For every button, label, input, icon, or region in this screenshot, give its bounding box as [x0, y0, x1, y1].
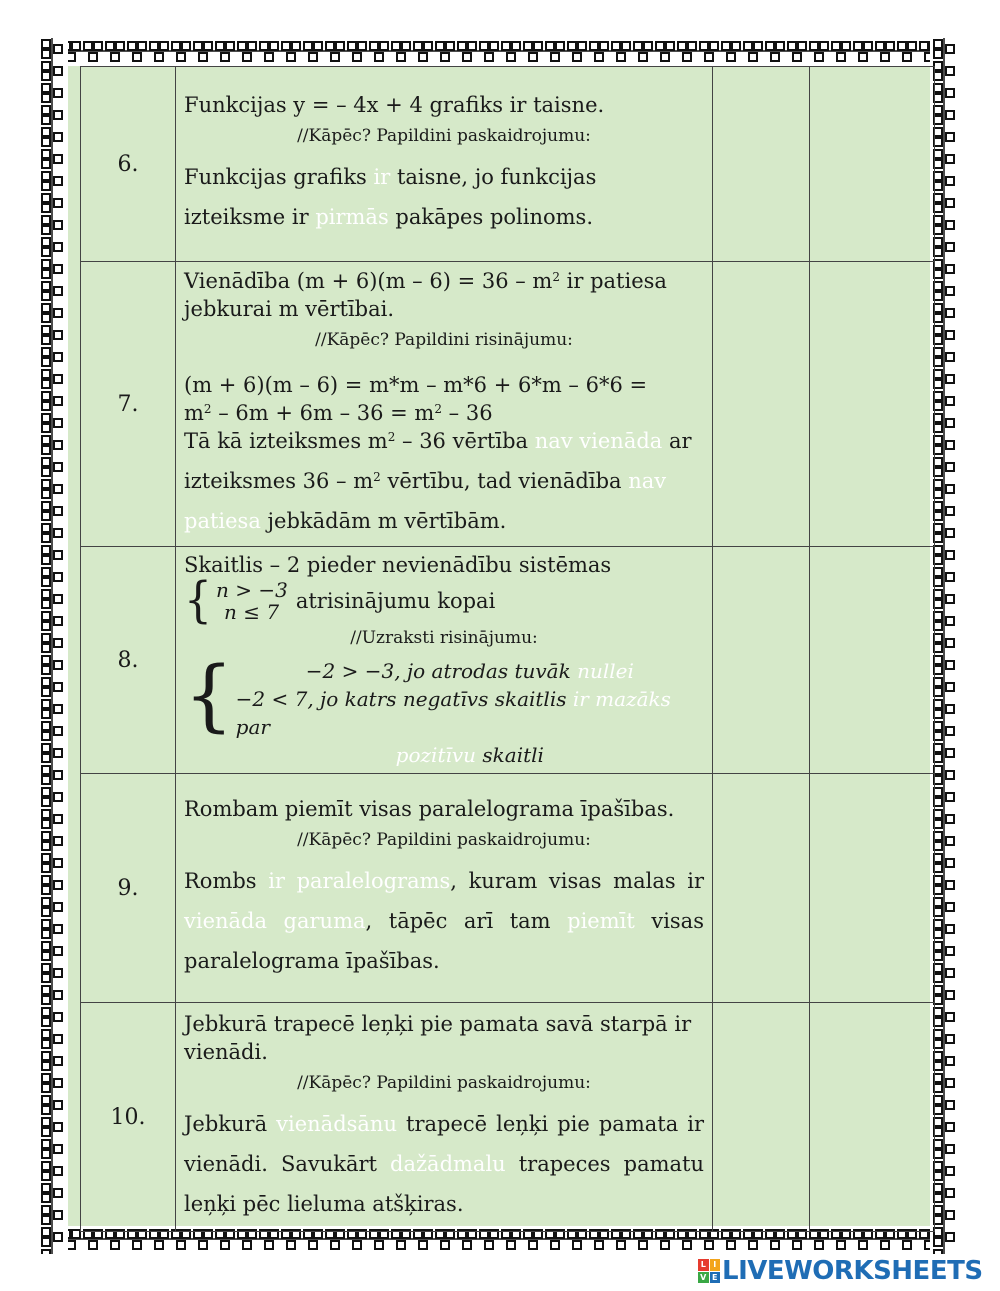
answer-text: trapeces pamatu leņķi pēc lieluma atšķiras.	[184, 1152, 704, 1216]
table-row	[81, 774, 935, 1003]
answer-blank[interactable]: ir	[373, 165, 391, 189]
logo-letter: V	[698, 1272, 709, 1284]
answer-blank[interactable]: vienāda garuma	[184, 909, 366, 933]
answer-blank[interactable]: ir mazāks	[572, 687, 671, 711]
brace-symbol: {	[184, 572, 212, 629]
solution-line	[236, 685, 704, 741]
system-line: n ≤ 7	[224, 600, 280, 624]
solution-lines	[236, 657, 704, 769]
decorative-border-top	[38, 38, 960, 66]
task-statement: Rombam piemīt visas paralelograma īpašības.	[184, 797, 675, 821]
calculation-line: (m + 6)(m – 6) = m*m – m*6 + 6*m – 6*6 =	[184, 373, 648, 397]
answer-blank[interactable]: vienādsānu	[276, 1112, 397, 1136]
solution-line	[236, 657, 704, 685]
logo-letter: E	[710, 1272, 721, 1284]
answer-text: , kuram visas malas ir	[450, 869, 704, 893]
inequality-system	[184, 572, 704, 629]
answer-text: trapecē leņķi pie pamata ir vienādi. Savukārt	[184, 1112, 704, 1176]
statement-text: ir patiesa jebkurai m vērtībai.	[184, 269, 667, 321]
logo-text: LIVEWORKSHEETS	[722, 1256, 983, 1286]
table-row	[81, 547, 935, 774]
answer-text: vērtību, tad vienādība	[380, 469, 629, 493]
answer-cell-1[interactable]	[713, 1003, 810, 1232]
table-row	[81, 67, 935, 262]
task-hint: //Kāpēc? Papildini paskaidrojumu:	[297, 126, 591, 146]
answer-text: Jebkurā	[184, 1112, 277, 1136]
answer-cell-1[interactable]	[713, 262, 810, 547]
task-content	[176, 262, 713, 547]
solution-system	[184, 651, 704, 769]
task-content	[176, 547, 713, 774]
answer-blank[interactable]: nullei	[577, 659, 634, 683]
calc-text: m	[184, 401, 204, 425]
answer-cell-2[interactable]	[810, 262, 935, 547]
answer-cell-1[interactable]	[713, 774, 810, 1003]
answer-text: pakāpes polinoms.	[388, 205, 593, 229]
answer-blank[interactable]: pozitīvu	[395, 743, 477, 767]
row-number: 7.	[81, 262, 176, 547]
task-content	[176, 774, 713, 1003]
answer-blank[interactable]: ir paralelograms	[268, 869, 451, 893]
answer-text: par	[235, 715, 270, 739]
row-number: 8.	[81, 547, 176, 774]
liveworksheets-logo[interactable]	[698, 1258, 983, 1284]
superscript: 2	[203, 402, 212, 416]
table-row	[81, 262, 935, 547]
row-number: 9.	[81, 774, 176, 1003]
answer-cell-1[interactable]	[713, 67, 810, 262]
solution-line	[236, 741, 704, 769]
answer-blank[interactable]: nav vienāda	[534, 429, 663, 453]
system-line: n > −3	[216, 578, 288, 602]
task-answer	[184, 157, 704, 237]
answer-text: visas paralelograma īpašības.	[184, 909, 704, 973]
answer-text: ar izteiksmes 36 – m	[184, 429, 692, 493]
row-number: 6.	[81, 67, 176, 262]
table-row	[81, 1003, 935, 1232]
superscript: 2	[552, 270, 560, 284]
answer-text: Tā kā izteiksmes m	[184, 429, 388, 453]
calc-text: – 36	[441, 401, 493, 425]
answer-cell-2[interactable]	[810, 547, 935, 774]
answer-text: taisne, jo funkcijas izteiksme ir	[184, 165, 597, 229]
worksheet-table	[80, 66, 935, 1232]
logo-letter: L	[698, 1259, 709, 1271]
answer-blank[interactable]: dažādmalu	[390, 1152, 506, 1176]
task-hint: //Kāpēc? Papildini paskaidrojumu:	[297, 830, 591, 850]
task-statement	[184, 267, 704, 323]
answer-cell-1[interactable]	[713, 547, 810, 774]
answer-blank[interactable]: nav patiesa	[184, 469, 667, 533]
brace-symbol: {	[184, 651, 234, 741]
calc-text: – 6m + 6m – 36 = m	[211, 401, 435, 425]
answer-text: – 36 vērtība	[395, 429, 535, 453]
logo-letter: I	[710, 1259, 721, 1271]
task-statement: Funkcijas y = – 4x + 4 grafiks ir taisne.	[184, 93, 605, 117]
answer-cell-2[interactable]	[810, 1003, 935, 1232]
system-lines	[216, 579, 288, 623]
task-answer	[184, 421, 704, 541]
superscript: 2	[387, 430, 396, 444]
answer-cell-2[interactable]	[810, 774, 935, 1003]
answer-text: jebkādām m vērtībām.	[260, 509, 507, 533]
answer-text: , tāpēc arī tam	[365, 909, 568, 933]
superscript: 2	[434, 402, 442, 416]
answer-text: −2 < 7, jo katrs negatīvs skaitlis	[235, 687, 573, 711]
logo-mark-icon	[698, 1259, 720, 1283]
task-statement: Jebkurā trapecē leņķi pie pamata savā starpā ir vienādi.	[184, 1012, 692, 1064]
decorative-border-left	[38, 38, 68, 1254]
task-content	[176, 1003, 713, 1232]
task-hint: //Kāpēc? Papildini paskaidrojumu:	[297, 1073, 591, 1093]
answer-text: skaitli	[476, 743, 544, 767]
answer-text: −2 > −3, jo atrodas tuvāk	[305, 659, 578, 683]
task-answer	[184, 861, 704, 981]
task-statement: Skaitlis – 2 pieder nevienādību sistēmas	[184, 553, 612, 577]
answer-blank[interactable]: pirmās	[315, 205, 389, 229]
answer-blank[interactable]: piemīt	[567, 909, 635, 933]
answer-text: Funkcijas grafiks	[184, 165, 374, 189]
answer-text: Rombs	[184, 869, 269, 893]
row-number: 10.	[81, 1003, 176, 1232]
statement-text: Vienādība (m + 6)(m – 6) = 36 – m	[184, 269, 553, 293]
answer-cell-2[interactable]	[810, 67, 935, 262]
task-content	[176, 67, 713, 262]
task-hint: //Uzraksti risinājumu:	[350, 628, 538, 648]
system-label: atrisinājumu kopai	[295, 589, 496, 613]
superscript: 2	[373, 470, 381, 484]
task-hint: //Kāpēc? Papildini risinājumu:	[315, 330, 573, 350]
task-answer	[184, 1104, 704, 1224]
